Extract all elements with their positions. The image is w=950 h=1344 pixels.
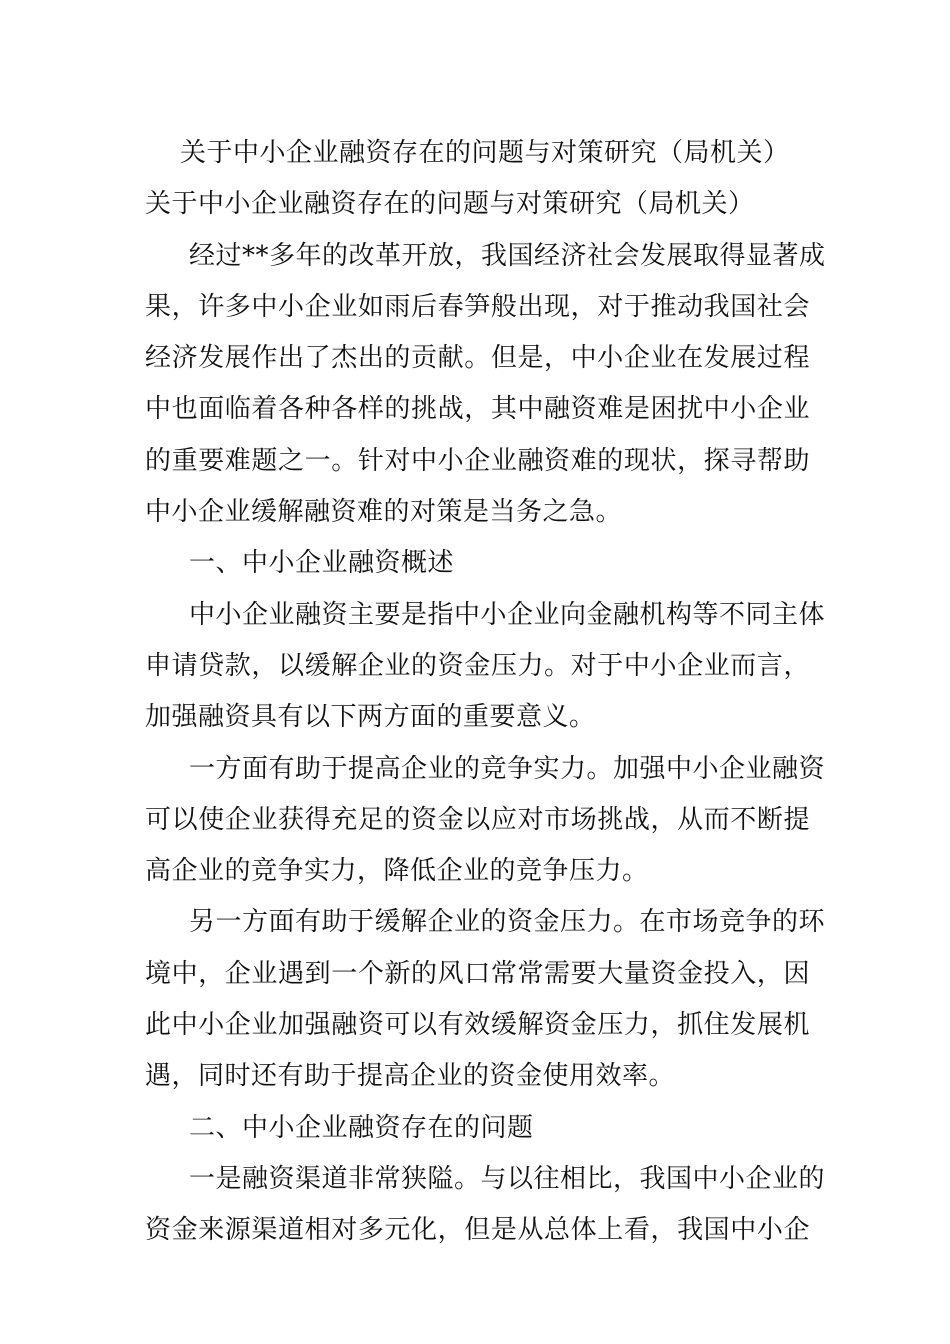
paragraph-line: 可以使企业获得充足的资金以应对市场挑战，从而不断提 — [145, 804, 810, 835]
paragraph-line: 遇，同时还有助于提高企业的资金使用效率。 — [145, 1061, 676, 1092]
paragraph-line: 经过**多年的改革开放，我国经济社会发展取得显著成 — [189, 240, 826, 271]
paragraph-line: 中小企业融资主要是指中小企业向金融机构等不同主体 — [189, 599, 826, 630]
paragraph-line: 果，许多中小企业如雨后春笋般出现，对于推动我国社会 — [145, 291, 810, 322]
paragraph-line: 另一方面有助于缓解企业的资金压力。在市场竞争的环 — [189, 907, 826, 938]
paragraph-line: 资金来源渠道相对多元化，但是从总体上看，我国中小企 — [145, 1215, 810, 1246]
paragraph-line: 申请贷款，以缓解企业的资金压力。对于中小企业而言， — [145, 650, 810, 681]
paragraph-line: 加强融资具有以下两方面的重要意义。 — [145, 702, 596, 733]
paragraph-line: 此中小企业加强融资可以有效缓解资金压力，抓住发展机 — [145, 1010, 810, 1041]
document-body — [145, 128, 826, 1257]
paragraph-line: 高企业的竞争实力，降低企业的竞争压力。 — [145, 856, 649, 887]
document-title: 关于中小企业融资存在的问题与对策研究（局机关） — [180, 138, 790, 168]
paragraph-line: 一方面有助于提高企业的竞争实力。加强中小企业融资 — [189, 753, 826, 784]
section-heading: 一、中小企业融资概述 — [189, 548, 455, 579]
paragraph-line: 中也面临着各种各样的挑战，其中融资难是困扰中小企业 — [145, 394, 810, 425]
paragraph-line: 的重要难题之一。针对中小企业融资难的现状，探寻帮助 — [145, 445, 810, 476]
section-heading: 二、中小企业融资存在的问题 — [189, 1112, 534, 1143]
paragraph-line: 境中，企业遇到一个新的风口常常需要大量资金投入，因 — [145, 958, 810, 989]
paragraph-line: 一是融资渠道非常狭隘。与以往相比，我国中小企业的 — [189, 1163, 826, 1194]
paragraph-line: 经济发展作出了杰出的贡献。但是，中小企业在发展过程 — [145, 343, 810, 374]
document-subtitle: 关于中小企业融资存在的问题与对策研究（局机关） — [145, 189, 755, 220]
paragraph-line: 中小企业缓解融资难的对策是当务之急。 — [145, 497, 623, 528]
